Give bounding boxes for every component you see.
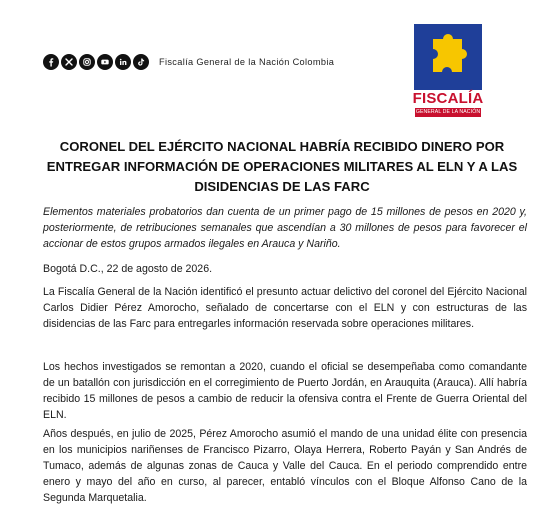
dateline: Bogotá D.C., 22 de agosto de 2026.	[43, 263, 213, 275]
body-paragraph: La Fiscalía General de la Nación identificó el presunto actuar delictivo del coronel del Ejército Nacional Carlos Didier Pérez Amorocho, señalado de concertarse con el ELN y con estructuras de las disidencias de las Farc para entregarles información reservada sobre operaciones militares.	[43, 286, 527, 330]
youtube-icon[interactable]	[97, 54, 113, 70]
puzzle-emblem-icon	[414, 24, 482, 90]
linkedin-icon[interactable]	[115, 54, 131, 70]
fiscalia-logo	[412, 24, 484, 118]
tiktok-icon[interactable]	[133, 54, 149, 70]
x-icon[interactable]	[61, 54, 77, 70]
logo-subtitle: GENERAL DE LA NACIÓN	[415, 109, 481, 115]
facebook-icon[interactable]	[43, 54, 59, 70]
organization-name: Fiscalía General de la Nación Colombia	[159, 57, 335, 67]
body-paragraph: Los hechos investigados se remontan a 2020, cuando el oficial se desempeñaba como comandante de un batallón con jurisdicción en el corregimiento de Puerto Jordán, en Arauquita (Arauca). Allí habría recibido 15 millones de pesos a cambio de reducir la ofensiva contra el Frente de Guerra Oriental del ELN.	[43, 361, 527, 421]
instagram-icon[interactable]	[79, 54, 95, 70]
logo-wordmark: FISCALÍA	[412, 90, 484, 107]
body-paragraph: Años después, en julio de 2025, Pérez Amorocho asumió el mando de una unidad élite con presencia en los municipios nariñenses de Francisco Pizarro, Olaya Herrera, Roberto Payán y San Andrés de Tumaco, además de algunas zonas de Cauca y Valle del Cauca. En el periodo comprendido entre enero y mayo del año en curso, al parecer, entabló vínculos con el Bloque Alfonso Cano de la Segunda Marquetalia.	[43, 428, 527, 504]
lead-paragraph: Elementos materiales probatorios dan cuenta de un primer pago de 15 millones de pesos en 2020 y, posteriormente, de retribuciones semanales que ascendían a 30 millones de pesos para favorecer el accionar de estos grupos armados ilegales en Arauca y Nariño.	[43, 206, 527, 250]
social-bar	[43, 54, 334, 70]
press-release-headline: CORONEL DEL EJÉRCITO NACIONAL HABRÍA RECIBIDO DINERO POR ENTREGAR INFORMACIÓN DE OPERACIONES MILITARES AL ELN Y A LAS DISIDENCIAS DE LAS FARC	[46, 139, 518, 194]
